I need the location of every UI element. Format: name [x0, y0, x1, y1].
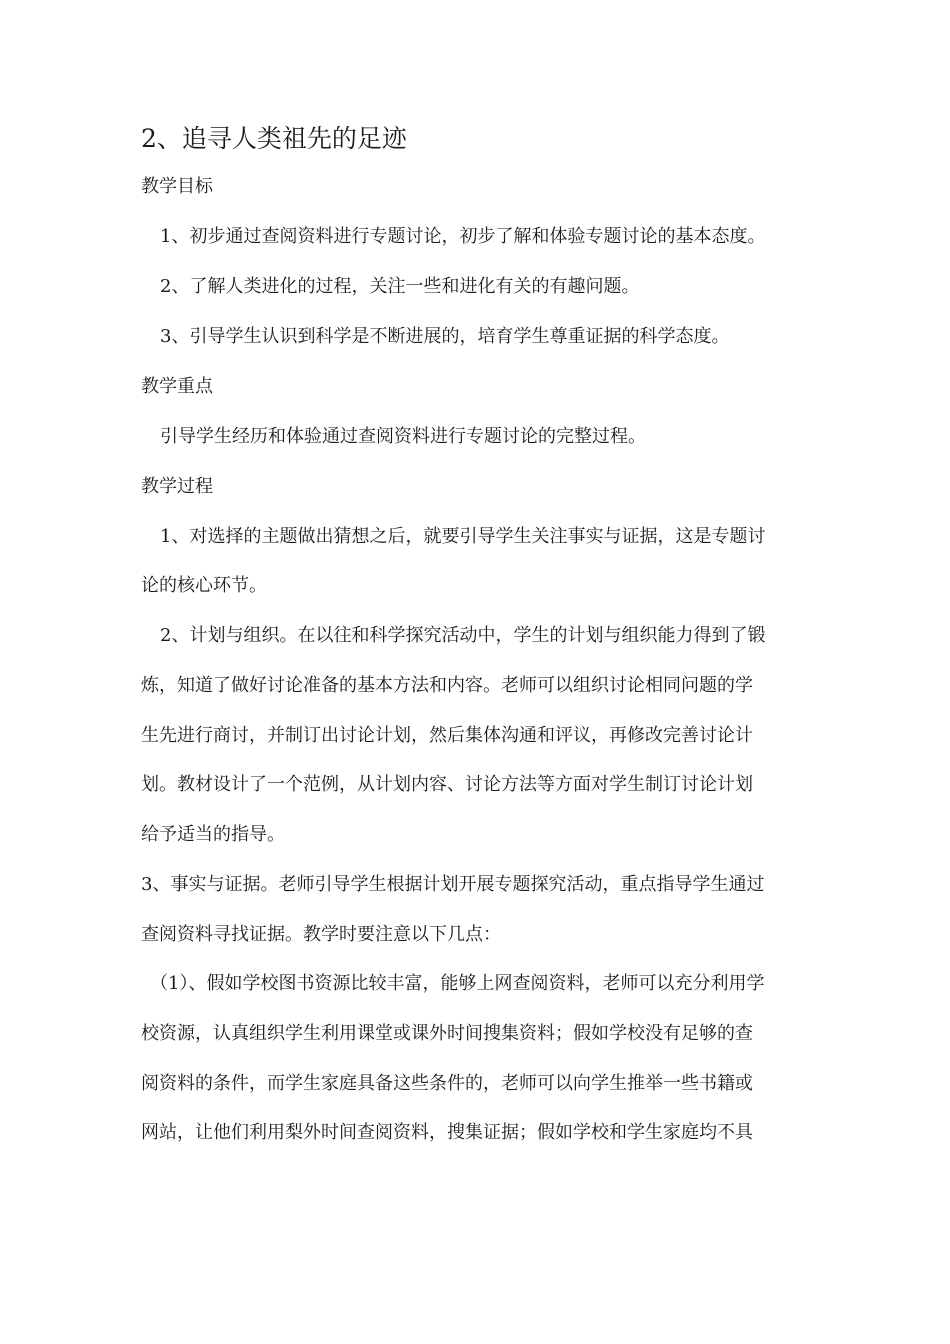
paragraph-line: 查阅资料寻找证据。教学时要注意以下几点： — [141, 924, 501, 945]
paragraph-line: 论的核心环节。 — [141, 575, 267, 596]
paragraph-line: 1、对选择的主题做出猜想之后，就要引导学生关注事实与证据，这是专题讨 — [160, 526, 766, 547]
goal-item-1: 1、初步通过查阅资料进行专题讨论，初步了解和体验专题讨论的基本态度。 — [160, 226, 766, 247]
document-title: 2、追寻人类祖先的足迹 — [141, 124, 407, 153]
paragraph-line: （1）、假如学校图书资源比较丰富，能够上网查阅资料，老师可以充分利用学 — [150, 973, 765, 994]
focus-paragraph: 引导学生经历和体验通过查阅资料进行专题讨论的完整过程。 — [160, 426, 646, 447]
paragraph-line: 生先进行商讨，并制订出讨论计划，然后集体沟通和评议，再修改完善讨论计 — [141, 725, 753, 746]
paragraph-line: 校资源，认真组织学生利用课堂或课外时间搜集资料；假如学校没有足够的查 — [141, 1023, 753, 1044]
paragraph-line: 阅资料的条件，而学生家庭具备这些条件的，老师可以向学生推举一些书籍或 — [141, 1073, 753, 1094]
heading-teaching-goals: 教学目标 — [141, 176, 213, 197]
paragraph-line: 网站，让他们利用梨外时间查阅资料，搜集证据；假如学校和学生家庭均不具 — [141, 1122, 753, 1143]
paragraph-line: 炼，知道了做好讨论准备的基本方法和内容。老师可以组织讨论相同问题的学 — [141, 675, 753, 696]
goal-item-3: 3、引导学生认识到科学是不断进展的，培育学生尊重证据的科学态度。 — [160, 326, 730, 347]
goal-item-2: 2、了解人类进化的过程，关注一些和进化有关的有趣问题。 — [160, 276, 640, 297]
heading-teaching-process: 教学过程 — [141, 476, 213, 497]
paragraph-line: 划。教材设计了一个范例，从计划内容、讨论方法等方面对学生制订讨论计划 — [141, 774, 753, 795]
heading-teaching-focus: 教学重点 — [141, 376, 213, 397]
paragraph-line: 给予适当的指导。 — [141, 824, 285, 845]
paragraph-line: 2、计划与组织。在以往和科学探究活动中，学生的计划与组织能力得到了锻 — [160, 625, 766, 646]
paragraph-line: 3、事实与证据。老师引导学生根据计划开展专题探究活动，重点指导学生通过 — [141, 874, 765, 895]
